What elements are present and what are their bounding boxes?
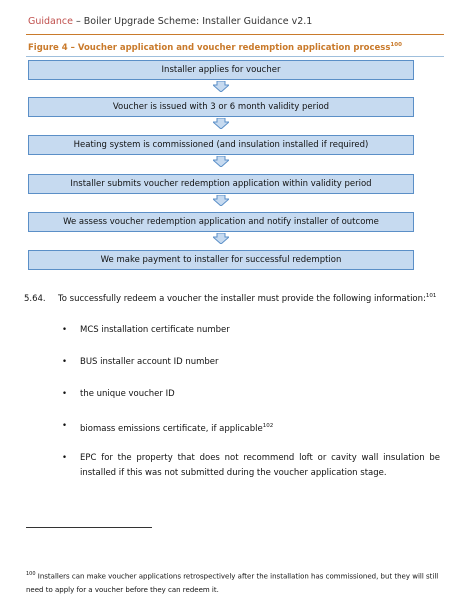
flow-step-3-label: Heating system is commissioned (and insulation installed if required)	[73, 140, 369, 150]
header-prefix: Guidance	[28, 16, 73, 27]
figure-footnote-ref: 100	[390, 42, 402, 48]
down-arrow-icon	[213, 156, 229, 167]
flow-step-1-label: Installer applies for voucher	[161, 65, 281, 75]
down-arrow-icon	[213, 118, 229, 129]
bullet-dot: •	[62, 421, 68, 431]
bullet-text-wrap	[80, 419, 440, 437]
paragraph-5-64	[24, 293, 444, 304]
bullet-dot: •	[62, 389, 68, 399]
bullet-text: EPC for the property that does not recommend loft or cavity wall insulation be installed if this was not submitted during the voucher application stage.	[80, 453, 440, 478]
figure-rule	[26, 56, 444, 57]
header-rule	[26, 34, 444, 35]
down-arrow-icon	[213, 195, 229, 206]
figure-title	[28, 42, 402, 53]
document-header	[28, 16, 312, 27]
bullet-text: BUS installer account ID number	[80, 357, 219, 367]
paragraph-footnote-ref: 101	[425, 293, 437, 299]
footnote-text: Installers can make voucher applications retrospectively after the installation has commissioned, but they will still need to apply for a voucher before they can redeem it.	[26, 572, 439, 595]
flow-step-5-label: We assess voucher redemption application and notify installer of outcome	[63, 217, 379, 227]
bullet-text: MCS installation certificate number	[80, 325, 230, 335]
footnote-separator	[26, 527, 152, 528]
flow-step-3	[28, 135, 414, 155]
flow-step-1	[28, 60, 414, 80]
footnote-number: 100	[26, 571, 36, 577]
bullet-text: the unique voucher ID	[80, 389, 175, 399]
paragraph-text: To successfully redeem a voucher the installer must provide the following information:	[58, 293, 426, 304]
flow-step-2	[28, 97, 414, 117]
header-title: Boiler Upgrade Scheme: Installer Guidance v2.1	[83, 16, 313, 27]
flow-step-6-label: We make payment to installer for successful redemption	[100, 255, 342, 265]
down-arrow-icon	[213, 81, 229, 92]
flow-step-6	[28, 250, 414, 270]
figure-title-text: Figure 4 – Voucher application and voucher redemption application process	[28, 42, 391, 53]
footnote-100	[26, 567, 444, 597]
bullet-footnote-ref: 102	[262, 423, 274, 429]
header-separator: –	[72, 16, 84, 27]
paragraph-number: 5.64.	[24, 293, 46, 304]
bullet-text: biomass emissions certificate, if applicable	[80, 423, 263, 434]
flow-step-5	[28, 212, 414, 232]
flow-step-4	[28, 174, 414, 194]
flow-step-2-label: Voucher is issued with 3 or 6 month validity period	[112, 102, 330, 112]
bullet-dot: •	[62, 453, 68, 463]
bullet-dot: •	[62, 325, 68, 335]
down-arrow-icon	[213, 233, 229, 244]
bullet-dot: •	[62, 357, 68, 367]
flow-step-4-label: Installer submits voucher redemption application within validity period	[70, 179, 372, 189]
